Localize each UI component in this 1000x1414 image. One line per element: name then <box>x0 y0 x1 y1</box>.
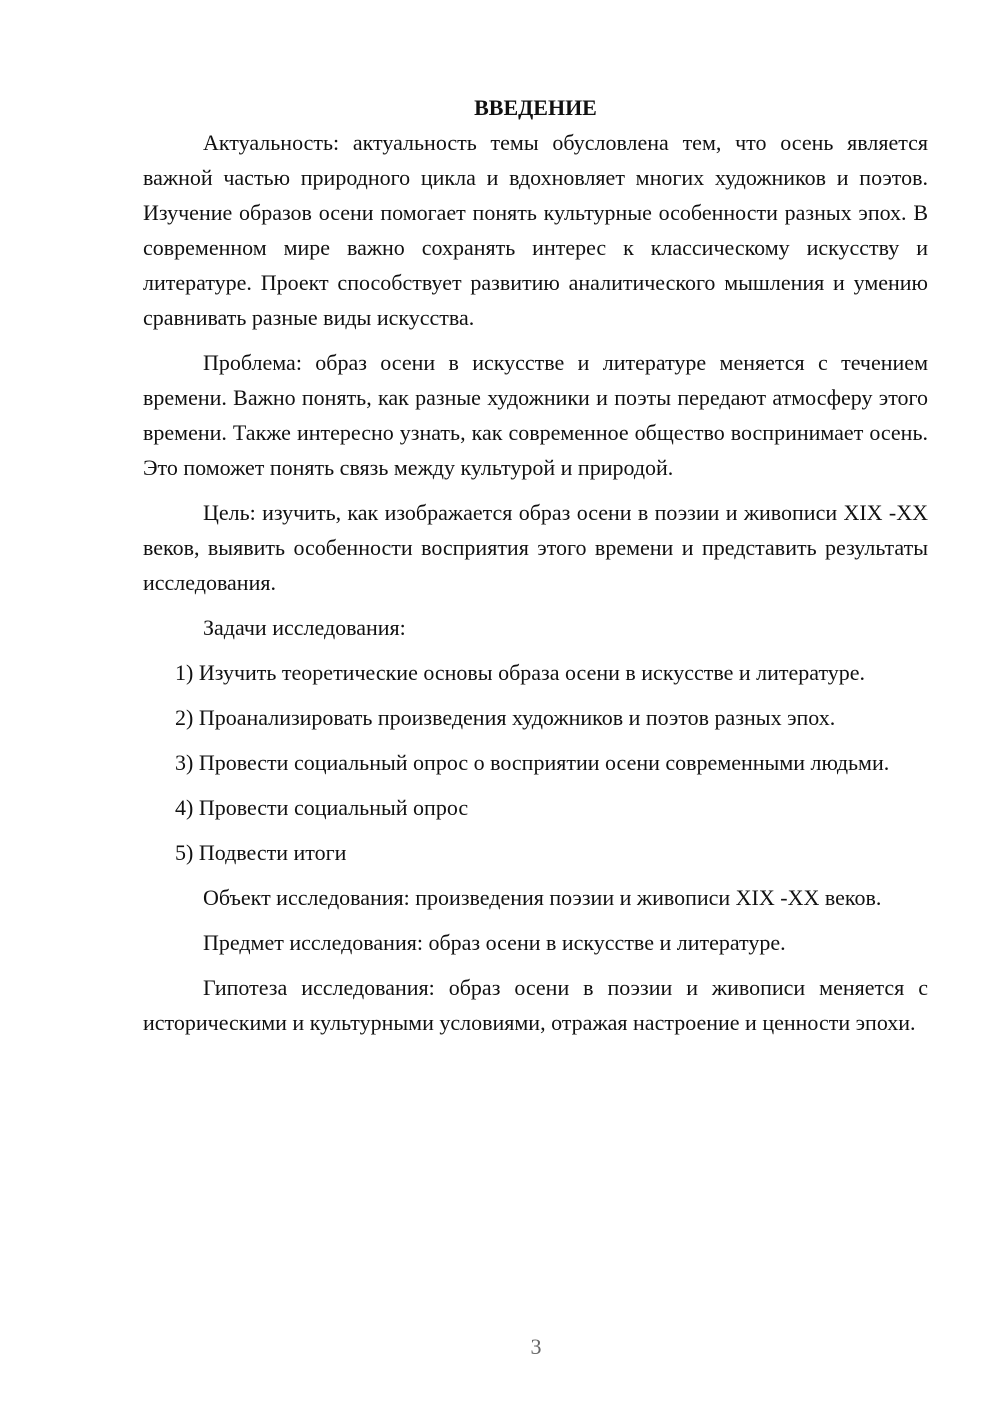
document-body <box>143 90 928 1040</box>
paragraph-hypothesis: Гипотеза исследования: образ осени в поэзии и живописи меняется с историческими и культурными условиями, отражая настроение и ценности эпохи. <box>143 975 928 1035</box>
paragraph-subject: Предмет исследования: образ осени в искусстве и литературе. <box>203 930 786 955</box>
list-item: 3) Провести социальный опрос о восприятии осени современными людьми. <box>175 750 890 775</box>
paragraph-tasks-heading: Задачи исследования: <box>203 615 406 640</box>
paragraph-problem: Проблема: образ осени в искусстве и литературе меняется с течением времени. Важно понять, как разные художники и поэты передают атмосферу этого времени. Также интересно узнать, как современное общество воспринимает осень. Это поможет понять связь между культурой и природой. <box>143 350 928 480</box>
list-item: 2) Проанализировать произведения художников и поэтов разных эпох. <box>175 705 836 730</box>
list-item: 1) Изучить теоретические основы образа осени в искусстве и литературе. <box>175 660 866 685</box>
list-item: 5) Подвести итоги <box>175 840 347 865</box>
page-number: 3 <box>530 1334 542 1359</box>
list-item: 4) Провести социальный опрос <box>175 795 469 820</box>
paragraph-object: Объект исследования: произведения поэзии и живописи XIX -XX веков. <box>203 885 882 910</box>
paragraph-relevance: Актуальность: актуальность темы обусловлена тем, что осень является важной частью природного цикла и вдохновляет многих художников и поэтов. Изучение образов осени помогает понять культурные особенности разных эпох. В современном мире важно сохранять интерес к классическому искусству и литературе. Проект способствует развитию аналитического мышления и умению сравнивать разные виды искусства. <box>143 130 928 330</box>
document-title: ВВЕДЕНИЕ <box>474 95 597 120</box>
paragraph-goal: Цель: изучить, как изображается образ осени в поэзии и живописи XIX -XX веков, выявить особенности восприятия этого времени и представить результаты исследования. <box>143 500 928 595</box>
